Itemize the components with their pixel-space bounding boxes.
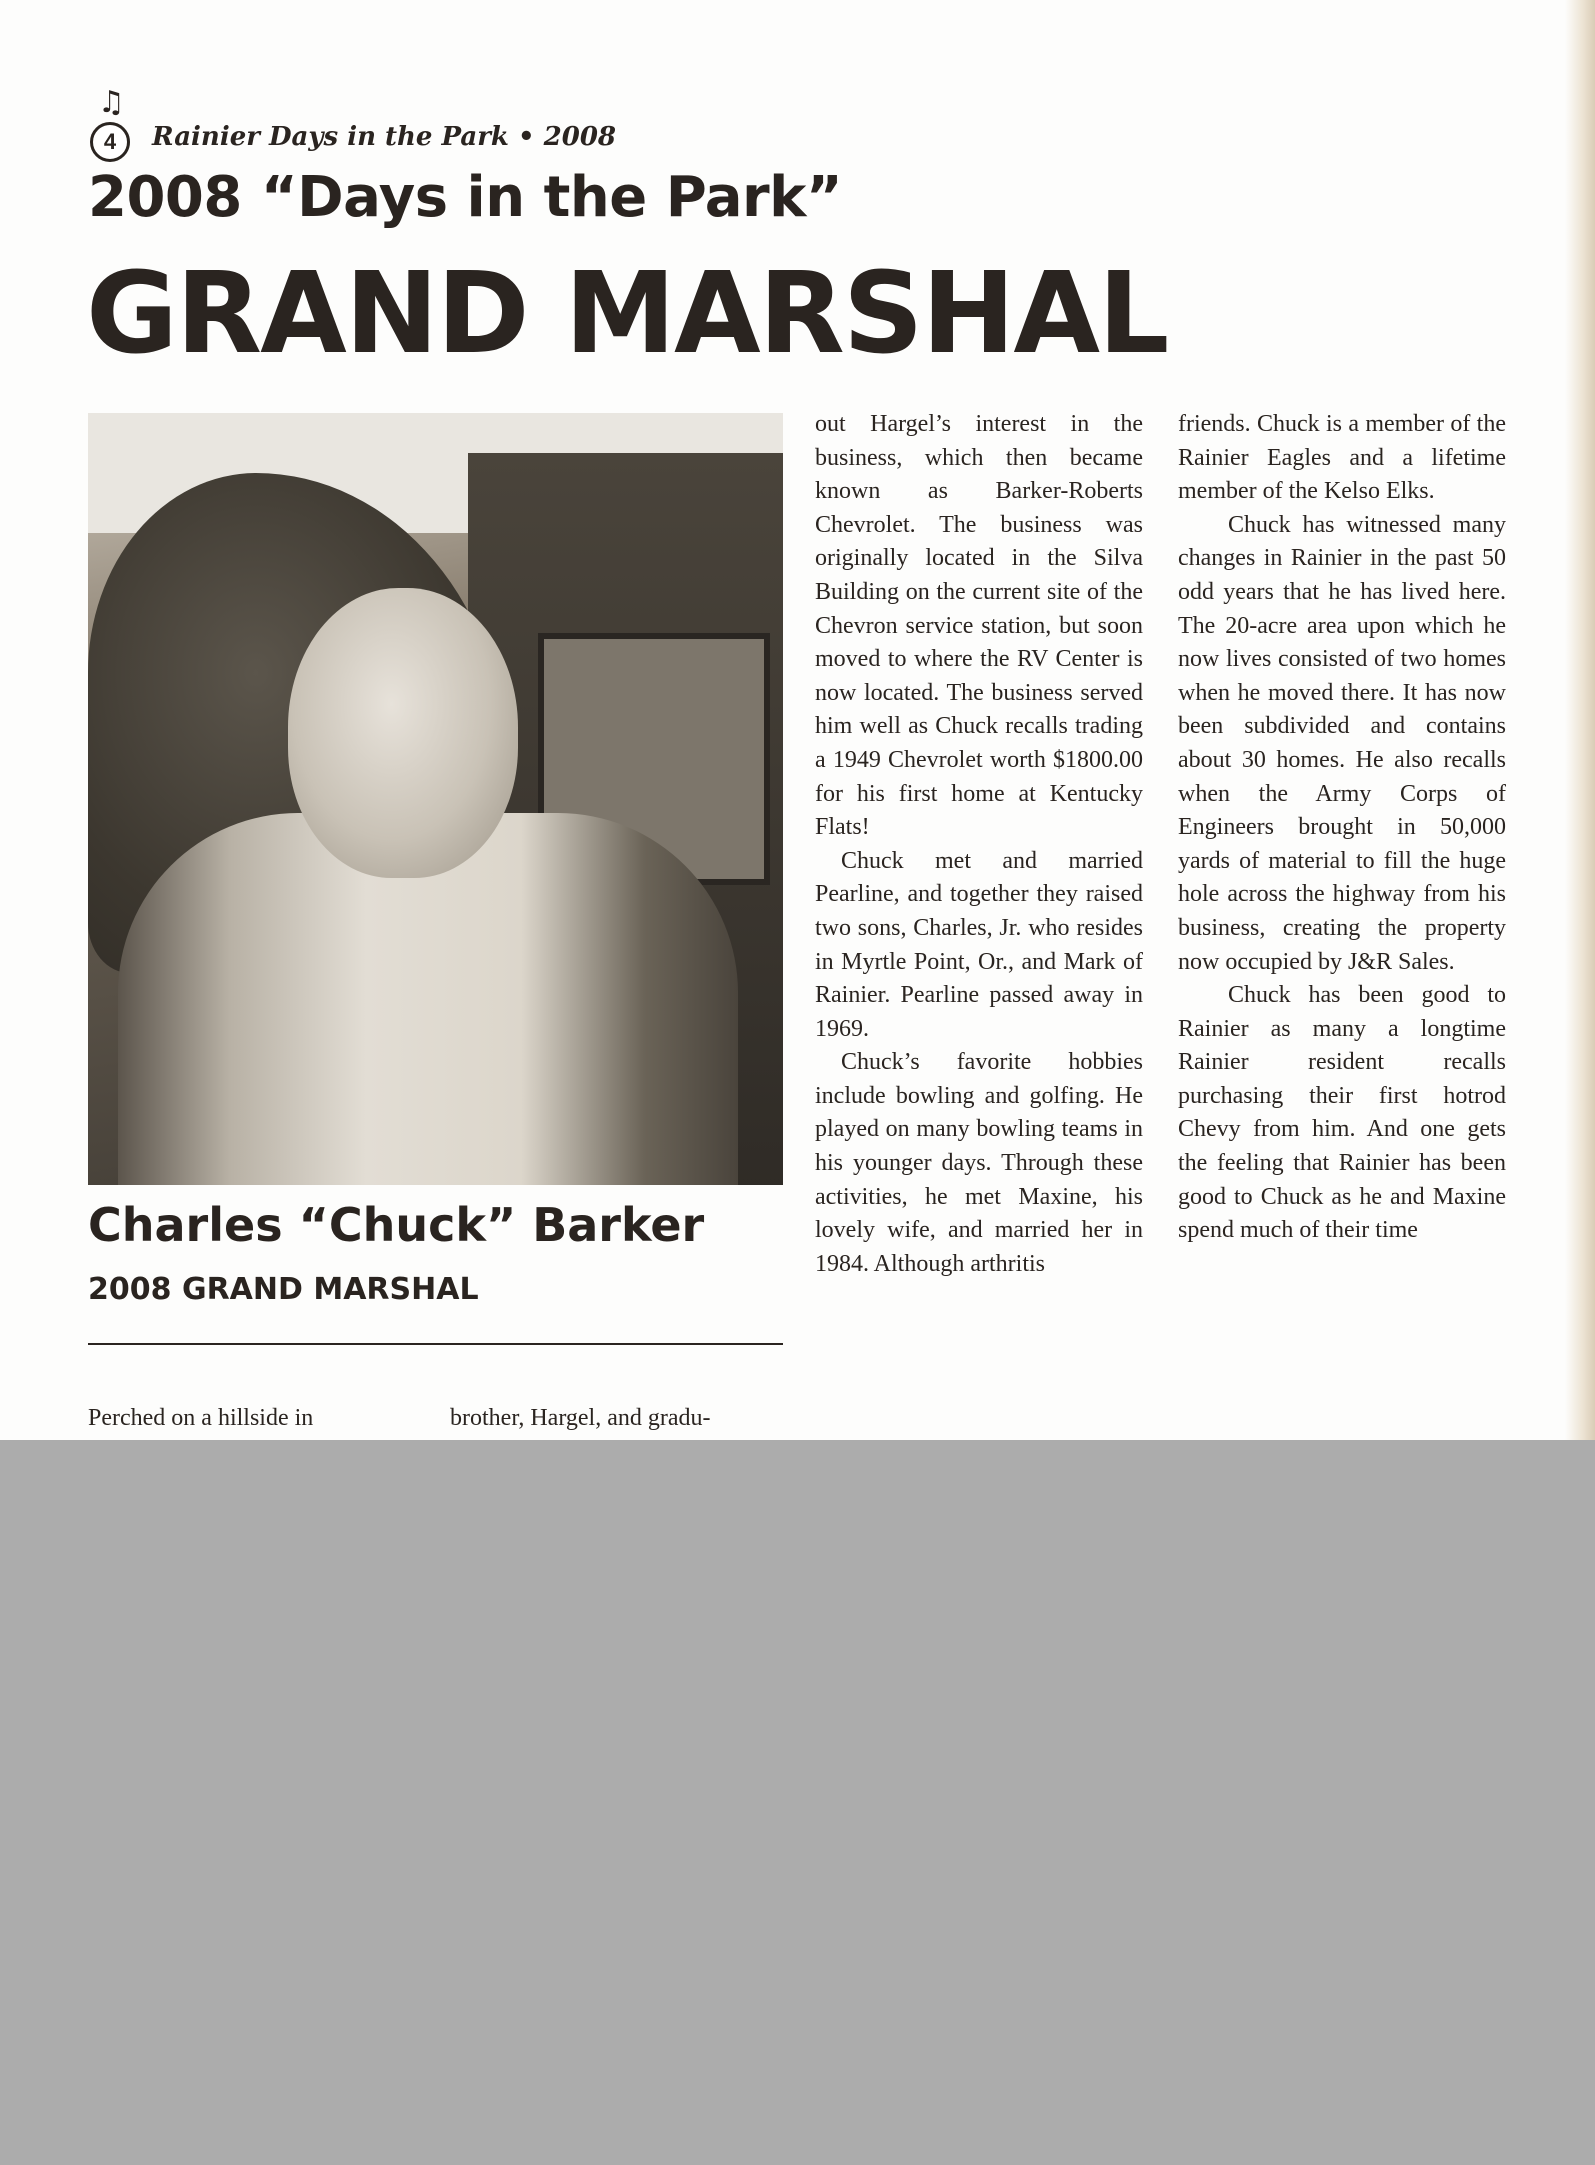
article-paragraph: Chuck met and married Pearline, and together they raised two sons, Charles, Jr. who resides in Myrtle Point, Or., and Mark of Rainier. Pearline passed away in 1969.: [815, 847, 1143, 1042]
article-paragraph: Chuck has witnessed many changes in Rainier in the past 50 odd years that he has lived here. The 20-acre area upon which he now lives consisted of two homes when he moved there. It has now been subdivided and contains about 30 homes. He also recalls when the Army Corps of Engineers brought in 50,000 yards of material to fill the huge hole across the highway from his business, creating the property now occupied by J&R Sales.: [1178, 511, 1506, 975]
photo-caption-title: 2008 GRAND MARSHAL: [88, 1272, 479, 1307]
photo-caption-name: Charles “Chuck” Barker: [88, 1198, 705, 1252]
scan-blank-area: [0, 1440, 1595, 2165]
page-number: 4: [90, 122, 130, 162]
article-column-3: [1178, 408, 1506, 1440]
headline-line2: GRAND MARSHAL: [86, 249, 1168, 379]
grand-marshal-photo: [88, 413, 783, 1185]
page-binding-edge: [1565, 0, 1595, 1440]
headline-line1: 2008 “Days in the Park”: [88, 165, 843, 230]
article-paragraph: Perched on a hillside in: [88, 1405, 314, 1431]
article-column-1: [88, 1402, 416, 1440]
caption-divider: [88, 1343, 783, 1345]
music-note-icon: ♫: [98, 85, 125, 120]
article-paragraph: friends. Chuck is a member of the Rainier Eagles and a lifetime member of the Kelso Elks.: [1178, 411, 1506, 505]
publication-title: Rainier Days in the Park • 2008: [152, 122, 617, 152]
article-column-2: [815, 408, 1143, 1440]
article-paragraph: brother, Hargel, and gradu-: [450, 1405, 711, 1431]
article-paragraph: Chuck’s favorite hobbies include bowling and golfing. He played on many bowling teams in his younger days. Through these activities, he met Maxine, his lovely wife, and married her in 1984. Although arthritis: [815, 1049, 1143, 1277]
article-column-1b: [450, 1402, 783, 1440]
page-number-badge: [88, 85, 138, 154]
article-paragraph: Chuck has been good to Rainier as many a longtime Rainier resident recalls purchasing their first hotrod Chevy from him. And one gets the feeling that Rainier has been good to Chuck as he and Maxine spend much of their time: [1178, 982, 1506, 1244]
article-paragraph: out Hargel’s interest in the business, which then became known as Barker-Roberts Chevrolet. The business was originally located in the Silva Building on the current site of the Chevron service station, but soon moved to where the RV Center is now located. The business served him well as Chuck recalls trading a 1949 Chevrolet worth $1800.00 for his first home at Kentucky Flats!: [815, 411, 1143, 841]
masthead: [88, 82, 616, 162]
